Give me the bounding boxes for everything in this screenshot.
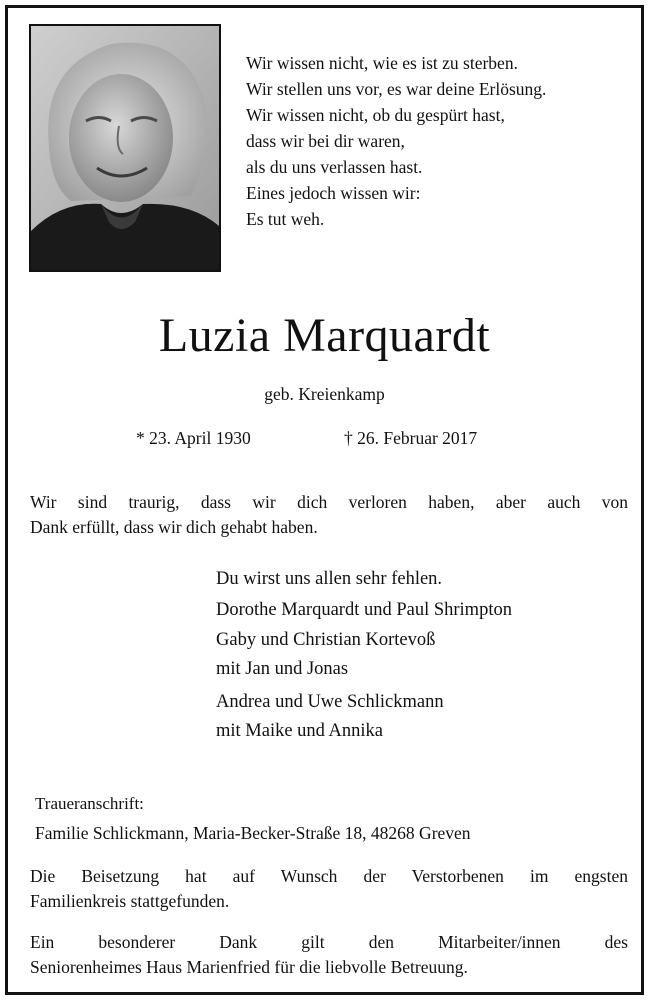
family-member: mit Maike und Annika [216,721,383,741]
family-member: Andrea und Uwe Schlickmann [216,692,444,712]
thanks-line: Ein besonderer Dank gilt den Mitarbeiter/innen des [30,932,628,952]
poem-line: Wir wissen nicht, wie es ist zu sterben. [246,53,518,73]
maiden-name: geb. Kreienkamp [264,384,385,404]
poem-line: Wir wissen nicht, ob du gespürt hast, [246,105,505,125]
portrait-photo [29,24,221,272]
death-date: † 26. Februar 2017 [344,428,478,448]
deceased-name: Luzia Marquardt [158,309,491,362]
thanks-notice [30,930,628,980]
poem-line: Wir stellen uns vor, es war deine Erlösung. [246,79,547,99]
family-member: Dorothe Marquardt und Paul Shrimpton [216,600,512,620]
intro-line: Wir sind traurig, dass wir dich verloren haben, aber auch von [30,492,628,512]
family-member: mit Jan und Jonas [216,659,349,679]
family-member: Gaby und Christian Kortevoß [216,630,436,650]
poem-line: als du uns verlassen hast. [246,157,423,177]
poem-line: dass wir bei dir waren, [246,131,405,151]
intro-text [30,490,628,540]
obituary-frame [5,5,644,995]
funeral-line: Die Beisetzung hat auf Wunsch der Verstorbenen im engsten [30,866,628,886]
address-label: Traueranschrift: [35,794,144,813]
intro-line: Dank erfüllt, dass wir dich gehabt haben. [30,517,318,537]
thanks-line: Seniorenheimes Haus Marienfried für die liebvolle Betreuung. [30,957,468,977]
poem [246,50,636,232]
family-group [216,626,636,684]
address-text: Familie Schlickmann, Maria-Becker-Straße 18, 48268 Greven [35,823,471,843]
funeral-line: Familienkreis stattgefunden. [30,891,230,911]
birth-date: * 23. April 1930 [136,428,251,448]
closing-line: Du wirst uns allen sehr fehlen. [216,569,443,589]
poem-line: Eines jedoch wissen wir: [246,183,421,203]
poem-line: Es tut weh. [246,209,325,229]
family-group [216,688,636,746]
funeral-notice [30,864,628,914]
family-signatures [216,564,636,750]
